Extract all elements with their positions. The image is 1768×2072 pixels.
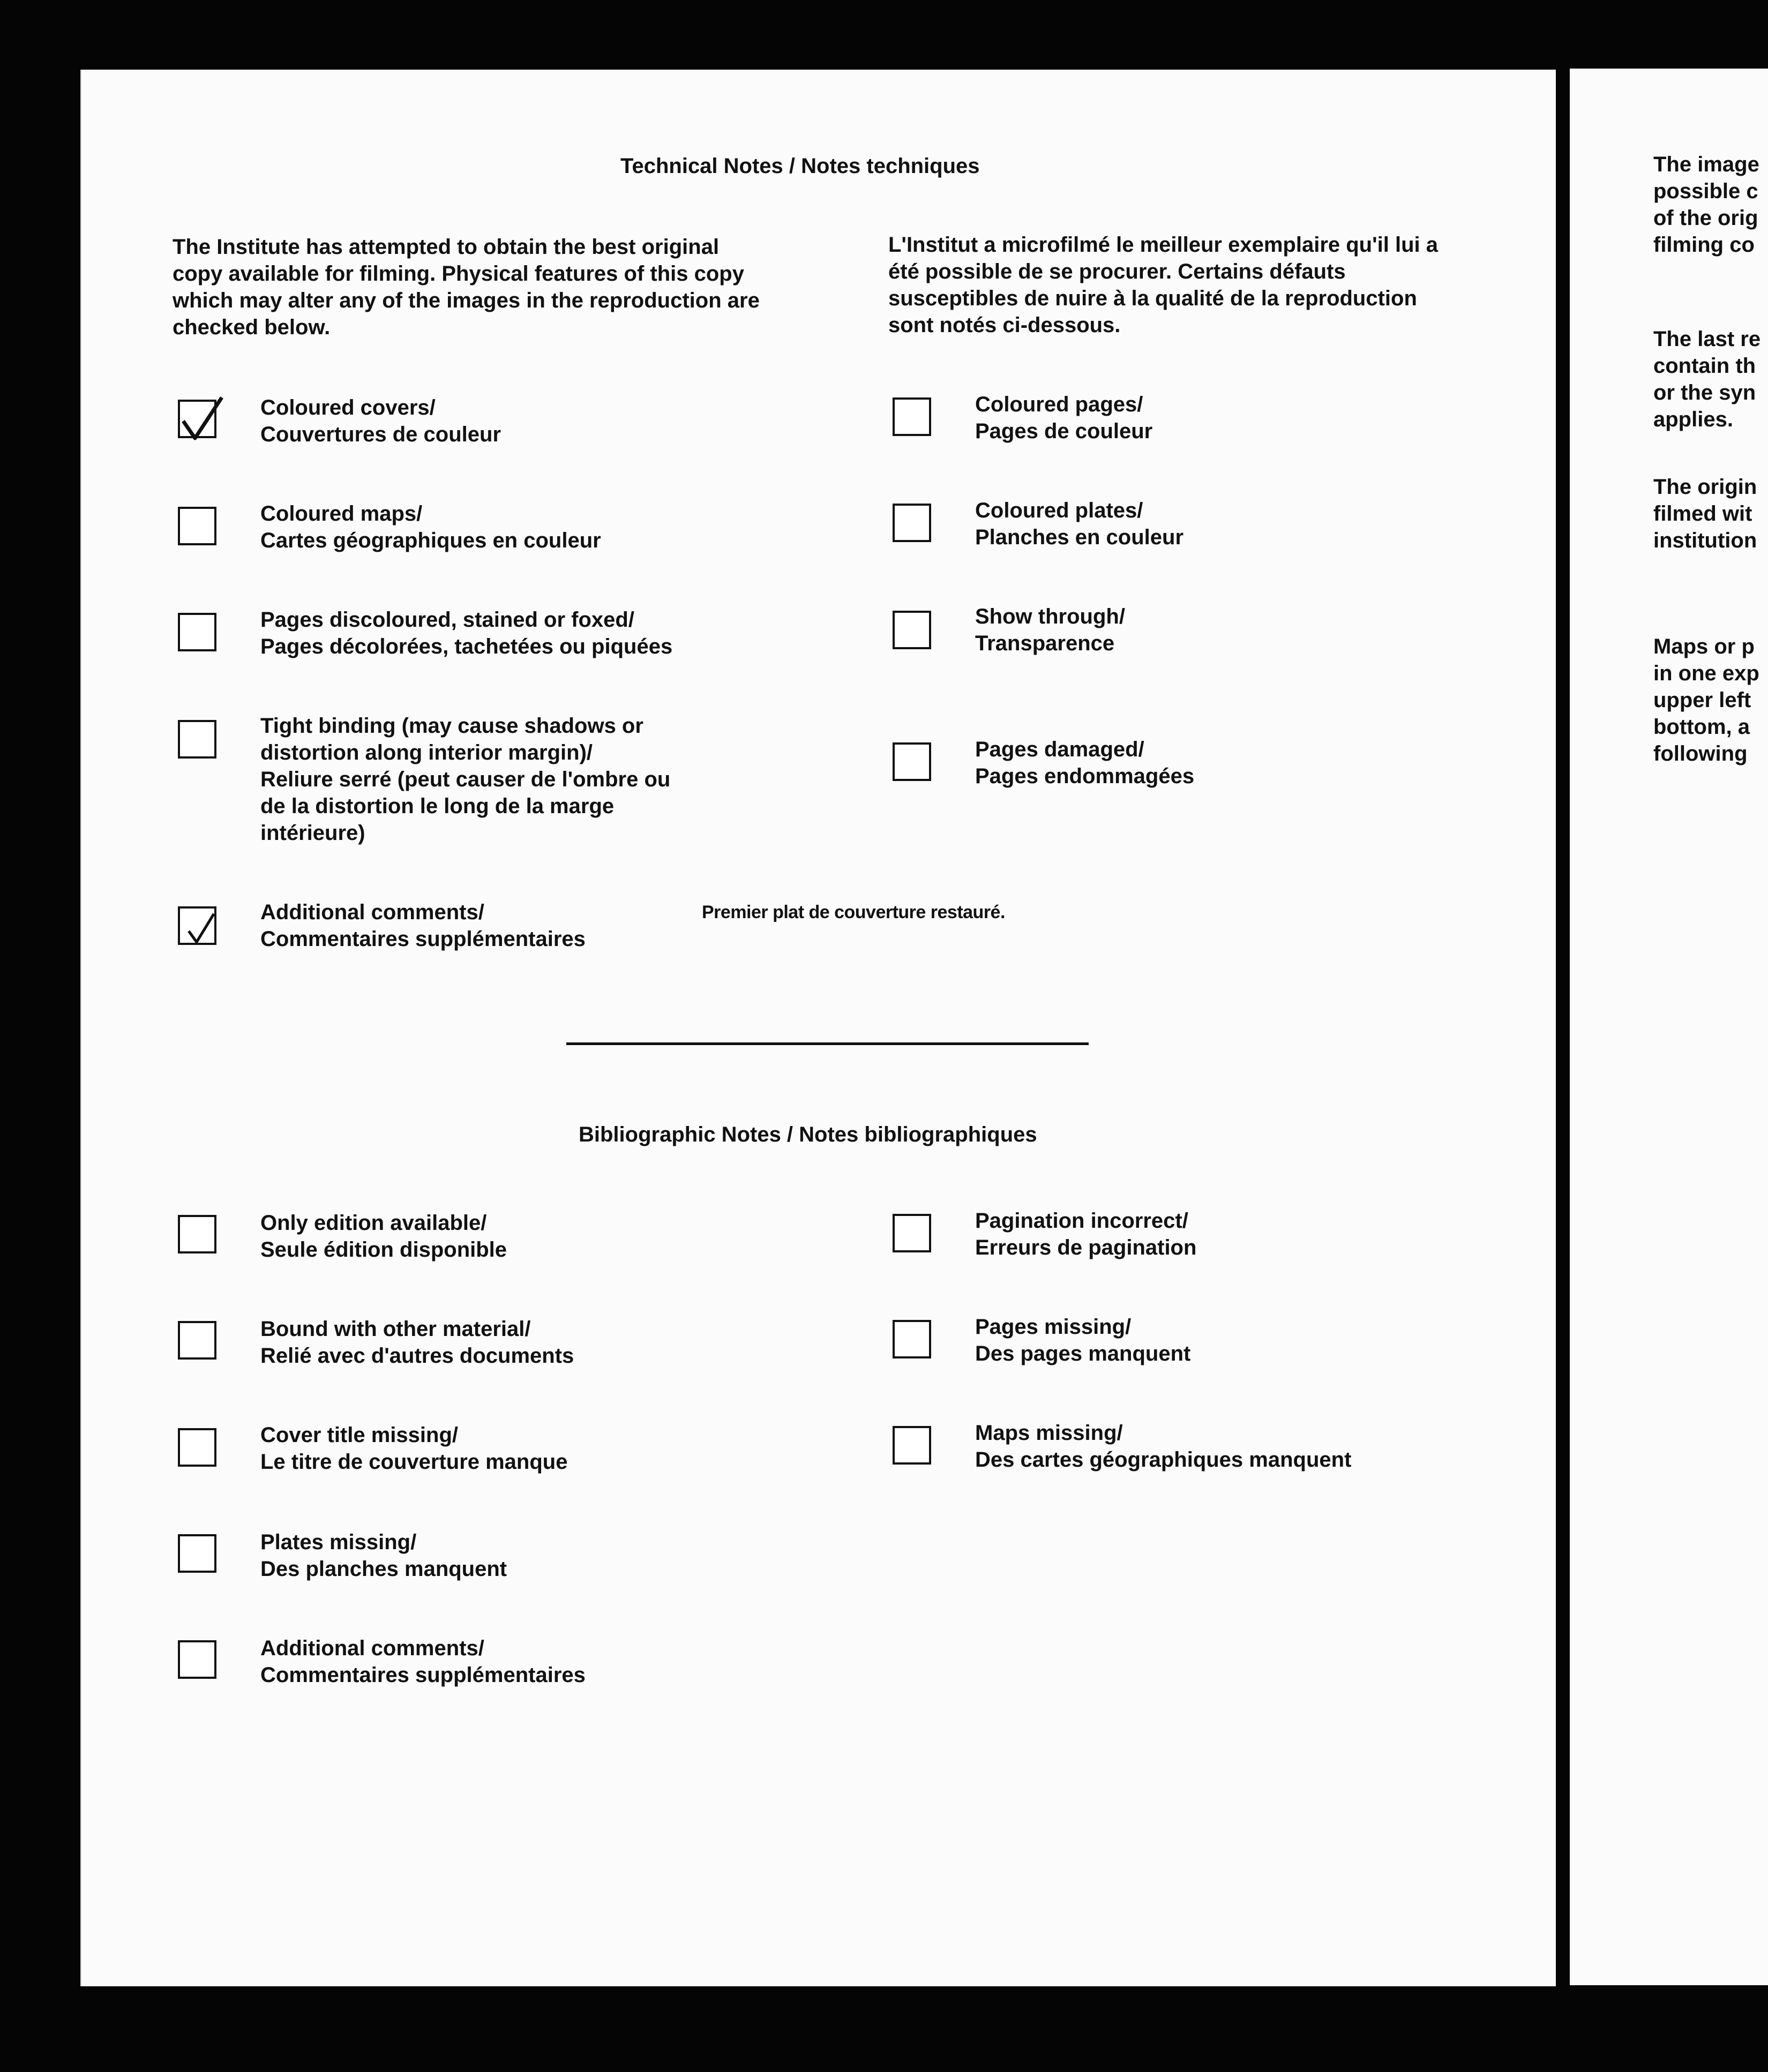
item-tight-binding: Tight binding (may cause shadows or distortion along interior margin)/ Reliure serré (peut causer de l'ombre ou de la distortion le long de la marge intérieure) xyxy=(260,714,671,845)
section-divider xyxy=(566,1042,1089,1045)
checkbox-tight-binding[interactable] xyxy=(178,720,216,759)
checkbox-pages-missing[interactable] xyxy=(893,1320,931,1358)
intro-french: L'Institut a microfilmé le meilleur exemplaire qu'il lui a été possible de se procurer. Certains défauts susceptibles de nuire à la qualité de la reproduction sont notés ci-dessous. xyxy=(888,233,1438,337)
right-block-4: Maps or p in one exp upper left bottom, a following xyxy=(1653,635,1759,765)
item-coloured-covers: Coloured covers/ Couvertures de couleur xyxy=(260,396,501,446)
checkbox-bibliographic-additional-comments[interactable] xyxy=(178,1640,216,1679)
checkbox-coloured-pages[interactable] xyxy=(893,397,931,436)
item-pages-discoloured: Pages discoloured, stained or foxed/ Pages décolorées, tachetées ou piquées xyxy=(260,608,673,658)
bibliographic-notes-title: Bibliographic Notes / Notes bibliographiques xyxy=(579,1123,1037,1146)
checkbox-coloured-plates[interactable] xyxy=(893,504,931,542)
checkbox-show-through[interactable] xyxy=(893,611,931,649)
item-coloured-pages: Coloured pages/ Pages de couleur xyxy=(975,393,1153,443)
item-bound-with: Bound with other material/ Relié avec d'autres documents xyxy=(260,1317,574,1368)
additional-comment-note: Premier plat de couverture restauré. xyxy=(702,902,1005,922)
adjacent-page-cropped xyxy=(1570,69,1768,1985)
item-plates-missing: Plates missing/ Des planches manquent xyxy=(260,1530,507,1581)
checkmark-icon xyxy=(184,911,218,946)
intro-english: The Institute has attempted to obtain the best original copy available for filming. Physical features of this copy which may alter any of the images in the reproduction are checked below. xyxy=(173,235,760,339)
checkbox-pages-discoloured[interactable] xyxy=(178,613,216,651)
item-only-edition: Only edition available/ Seule édition disponible xyxy=(260,1211,507,1262)
item-bibliographic-additional-comments: Additional comments/ Commentaires supplémentaires xyxy=(260,1636,586,1687)
checkbox-maps-missing[interactable] xyxy=(893,1426,931,1465)
right-block-3: The origin filmed wit institution xyxy=(1653,475,1757,552)
checkmark-icon xyxy=(179,394,223,442)
item-pages-damaged: Pages damaged/ Pages endommagées xyxy=(975,738,1195,788)
checkbox-coloured-covers[interactable] xyxy=(178,400,216,438)
checkbox-plates-missing[interactable] xyxy=(178,1534,216,1573)
checkbox-cover-title-missing[interactable] xyxy=(178,1428,216,1467)
technical-notes-title: Technical Notes / Notes techniques xyxy=(620,154,980,178)
checkbox-pagination-incorrect[interactable] xyxy=(893,1214,931,1252)
item-coloured-plates: Coloured plates/ Planches en couleur xyxy=(975,499,1184,549)
right-block-2: The last re contain th or the syn applies. xyxy=(1653,327,1761,431)
checkbox-only-edition[interactable] xyxy=(178,1215,216,1253)
checkbox-coloured-maps[interactable] xyxy=(178,507,216,545)
item-show-through: Show through/ Transparence xyxy=(975,605,1125,655)
right-block-1: The image possible c of the orig filming co xyxy=(1653,153,1759,257)
checkbox-additional-comments[interactable] xyxy=(178,906,216,945)
checkbox-bound-with[interactable] xyxy=(178,1321,216,1360)
technical-notes-page xyxy=(80,70,1556,1986)
item-pages-missing: Pages missing/ Des pages manquent xyxy=(975,1315,1191,1365)
checkbox-pages-damaged[interactable] xyxy=(893,742,931,781)
item-pagination-incorrect: Pagination incorrect/ Erreurs de pagination xyxy=(975,1209,1197,1259)
item-maps-missing: Maps missing/ Des cartes géographiques manquent xyxy=(975,1421,1352,1472)
item-additional-comments: Additional comments/ Commentaires supplémentaires xyxy=(260,900,586,951)
item-coloured-maps: Coloured maps/ Cartes géographiques en couleur xyxy=(260,502,601,552)
item-cover-title-missing: Cover title missing/ Le titre de couverture manque xyxy=(260,1423,568,1474)
